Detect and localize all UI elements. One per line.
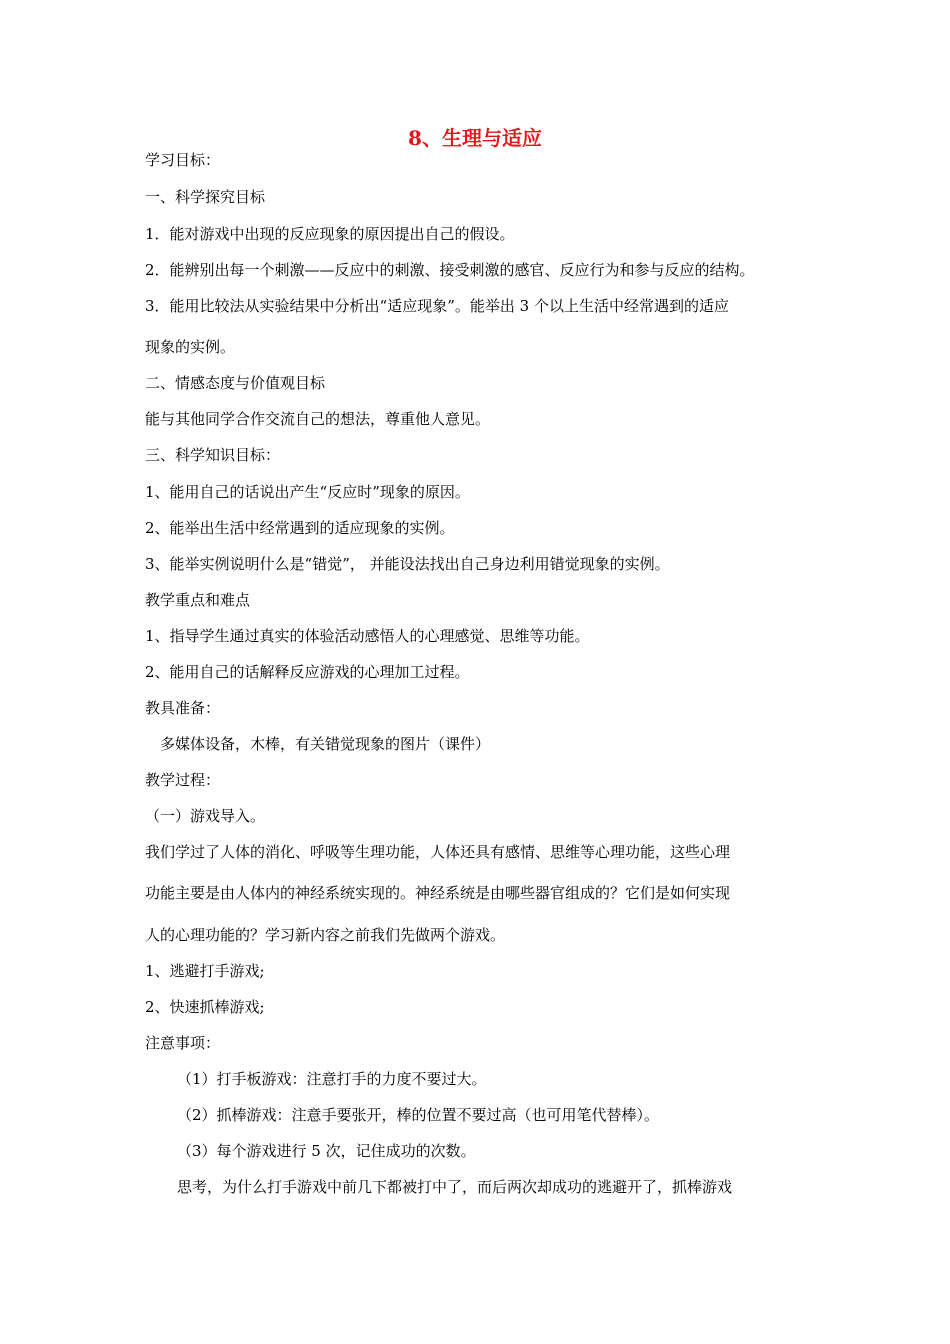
text-line: 能与其他同学合作交流自己的想法，尊重他人意见。 bbox=[145, 410, 491, 428]
page-title: 8、生理与适应 bbox=[408, 126, 542, 150]
text-line: 教学过程： bbox=[145, 771, 221, 789]
text-line: 1、逃避打手游戏; bbox=[145, 962, 265, 980]
text-line: 1、能用自己的话说出产生“反应时”现象的原因。 bbox=[145, 483, 470, 501]
text-line: （1）打手板游戏：注意打手的力度不要过大。 bbox=[177, 1070, 487, 1088]
text-line: 一、科学探究目标 bbox=[145, 188, 266, 206]
text-line: （2）抓棒游戏：注意手要张开，棒的位置不要过高（也可用笔代替棒）。 bbox=[177, 1106, 660, 1124]
text-line: （一）游戏导入。 bbox=[145, 807, 266, 825]
text-line: 教学重点和难点 bbox=[145, 591, 251, 609]
text-line: 多媒体设备，木棒，有关错觉现象的图片（课件） bbox=[160, 735, 491, 753]
text-line: 学习目标： bbox=[145, 151, 221, 169]
text-line: 注意事项： bbox=[145, 1034, 221, 1052]
text-line: 三、科学知识目标： bbox=[145, 446, 281, 464]
text-line: 功能主要是由人体内的神经系统实现的。神经系统是由哪些器官组成的？它们是如何实现 bbox=[145, 884, 731, 902]
text-line: 思考，为什么打手游戏中前几下都被打中了，而后两次却成功的逃避开了，抓棒游戏 bbox=[177, 1178, 733, 1196]
text-line: 教具准备： bbox=[145, 699, 221, 717]
text-line: 3．能用比较法从实验结果中分析出“适应现象”。能举出 3 个以上生活中经常遇到的适应 bbox=[145, 297, 729, 315]
text-line: （3）每个游戏进行 5 次，记住成功的次数。 bbox=[177, 1142, 476, 1160]
text-line: 2．能辨别出每一个刺激——反应中的刺激、接受刺激的感官、反应行为和参与反应的结构。 bbox=[145, 261, 755, 279]
text-line: 人的心理功能的？学习新内容之前我们先做两个游戏。 bbox=[145, 926, 506, 944]
text-line: 二、情感态度与价值观目标 bbox=[145, 374, 326, 392]
text-line: 现象的实例。 bbox=[145, 338, 236, 356]
text-line: 2、能举出生活中经常遇到的适应现象的实例。 bbox=[145, 519, 455, 537]
text-line: 3、能举实例说明什么是“错觉”， 并能设法找出自己身边利用错觉现象的实例。 bbox=[145, 555, 670, 573]
text-line: 2、快速抓棒游戏; bbox=[145, 998, 265, 1016]
text-line: 2、能用自己的话解释反应游戏的心理加工过程。 bbox=[145, 663, 470, 681]
text-line: 1．能对游戏中出现的反应现象的原因提出自己的假设。 bbox=[145, 225, 515, 243]
text-line: 1、指导学生通过真实的体验活动感悟人的心理感觉、思维等功能。 bbox=[145, 627, 590, 645]
text-line: 我们学过了人体的消化、呼吸等生理功能，人体还具有感情、思维等心理功能，这些心理 bbox=[145, 843, 731, 861]
